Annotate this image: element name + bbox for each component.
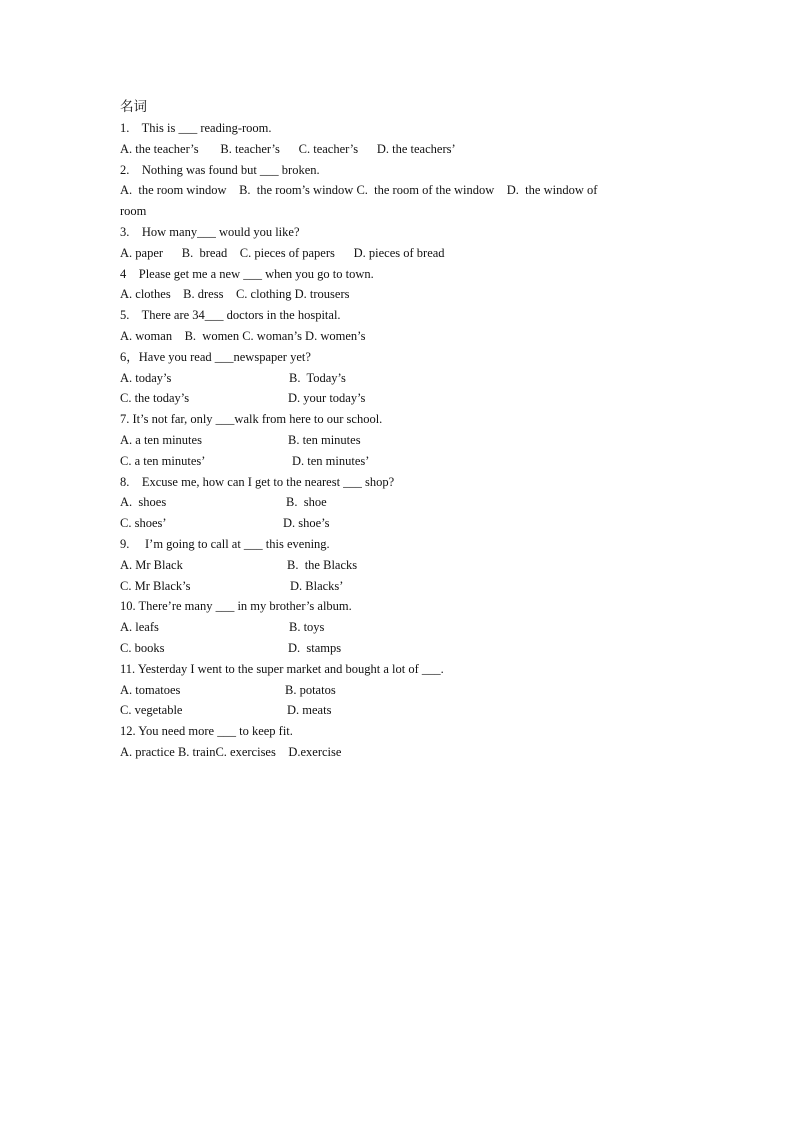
question-1-options: A. the teacher’s B. teacher’s C. teacher’s D. the teachers’ xyxy=(120,141,456,156)
question-3-options: A. paper B. bread C. pieces of papers D. pieces of bread xyxy=(120,245,445,260)
option-a: A. shoes xyxy=(120,495,167,510)
option-b: B. shoe xyxy=(286,495,327,510)
option-c: C. shoes’ xyxy=(120,516,167,531)
option-d: D. meats xyxy=(287,703,332,718)
option-d: D. stamps xyxy=(288,640,342,655)
worksheet xyxy=(120,96,680,763)
option-a: A. leafs xyxy=(120,620,159,635)
question-11-options-row-2 xyxy=(120,700,680,721)
option-a: A. Mr Black xyxy=(120,557,183,572)
option-c: C. Mr Black’s xyxy=(120,578,191,593)
question-6: 6，Have you read ___newspaper yet? xyxy=(120,349,311,364)
question-7: 7. It’s not far, only ___walk from here to our school. xyxy=(120,412,383,427)
option-a: A. a ten minutes xyxy=(120,432,202,447)
question-8: 8. Excuse me, how can I get to the nearest ___ shop? xyxy=(120,474,395,489)
question-9: 9. I’m going to call at ___ this evening. xyxy=(120,536,330,551)
question-6-options-row-1 xyxy=(120,368,680,389)
question-4-options: A. clothes B. dress C. clothing D. trousers xyxy=(120,287,350,302)
question-9-options-row-1 xyxy=(120,555,680,576)
question-10-options-row-1 xyxy=(120,617,680,638)
question-2: 2. Nothing was found but ___ broken. xyxy=(120,162,320,177)
option-c: C. the today’s xyxy=(120,391,190,406)
question-8-options-row-1 xyxy=(120,492,680,513)
question-2-options-wrap: room xyxy=(120,204,147,219)
option-d: D. ten minutes’ xyxy=(292,453,370,468)
question-2-options: A. the room window B. the room’s window C. the room of the window D. the window of xyxy=(120,183,598,198)
option-d: D. shoe’s xyxy=(283,516,330,531)
option-b: B. Today’s xyxy=(289,370,346,385)
question-7-options-row-1 xyxy=(120,430,680,451)
section-title: 名词 xyxy=(120,99,147,115)
question-7-options-row-2 xyxy=(120,451,680,472)
question-10: 10. There’re many ___ in my brother’s album. xyxy=(120,599,352,614)
question-3: 3. How many___ would you like? xyxy=(120,224,300,239)
option-b: B. the Blacks xyxy=(287,557,358,572)
question-6-options-row-2 xyxy=(120,388,680,409)
option-b: B. ten minutes xyxy=(288,432,361,447)
question-12: 12. You need more ___ to keep fit. xyxy=(120,724,293,739)
question-10-options-row-2 xyxy=(120,638,680,659)
option-c: C. a ten minutes’ xyxy=(120,453,206,468)
question-9-options-row-2 xyxy=(120,576,680,597)
option-d: D. your today’s xyxy=(288,391,366,406)
option-b: B. potatos xyxy=(285,682,336,697)
option-c: C. books xyxy=(120,640,165,655)
question-1: 1. This is ___ reading-room. xyxy=(120,121,272,135)
question-5-options: A. woman B. women C. woman’s D. women’s xyxy=(120,328,366,343)
question-5: 5. There are 34___ doctors in the hospital. xyxy=(120,308,341,323)
option-c: C. vegetable xyxy=(120,703,183,718)
question-11: 11. Yesterday I went to the super market and bought a lot of ___. xyxy=(120,661,444,676)
question-8-options-row-2 xyxy=(120,513,680,534)
option-a: A. today’s xyxy=(120,370,172,385)
option-a: A. tomatoes xyxy=(120,682,181,697)
option-b: B. toys xyxy=(289,620,325,635)
option-d: D. Blacks’ xyxy=(290,578,344,593)
question-4: 4 Please get me a new ___ when you go to town. xyxy=(120,266,374,281)
question-11-options-row-1 xyxy=(120,680,680,701)
question-12-options: A. practice B. trainC. exercises D.exercise xyxy=(120,744,342,759)
